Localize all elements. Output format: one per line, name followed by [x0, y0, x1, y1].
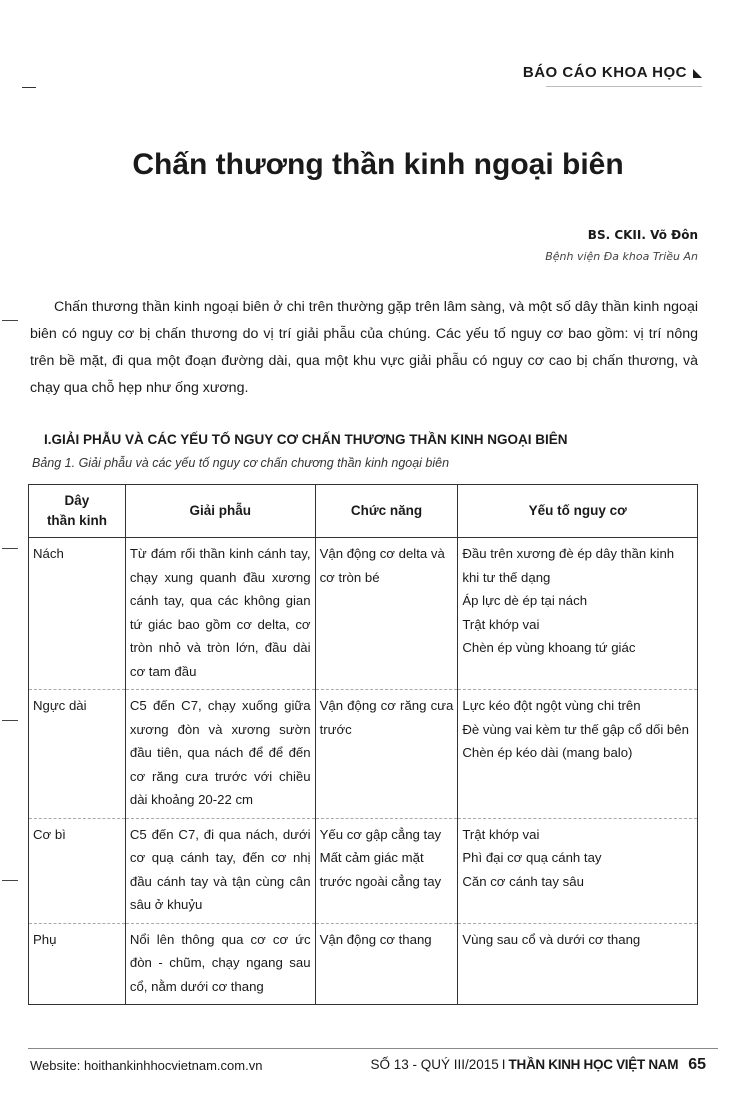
- header-anatomy: Giải phẫu: [125, 485, 315, 538]
- table-row: [29, 538, 698, 690]
- edge-mark: [2, 720, 18, 721]
- risk-item: Chèn ép vùng khoang tứ giác: [462, 640, 636, 655]
- table-caption: Bảng 1. Giải phẫu và các yếu tố nguy cơ chấn chương thần kinh ngoại biên: [32, 456, 450, 470]
- header-nerve: [29, 485, 126, 538]
- header-function: Chức năng: [315, 485, 458, 538]
- edge-mark: [2, 880, 18, 881]
- edge-mark: [2, 320, 18, 321]
- table-row: [29, 818, 698, 923]
- cell-nerve: Ngực dài: [29, 690, 126, 819]
- risk-item: Vùng sau cổ và dưới cơ thang: [462, 931, 641, 947]
- edge-mark: [2, 548, 18, 549]
- section-header-label: BÁO CÁO KHOA HỌC: [522, 64, 687, 81]
- intro-paragraph: Chấn thương thần kinh ngoại biên ở chi trên thường gặp trên lâm sàng, và một số dây thần kinh ngoại biên có nguy cơ bị chấn thương do vị trí giải phẫu của chúng. Các yếu tố nguy cơ bao gồm: vị trí nông trên bề mặt, đi qua một đoạn đường dài, qua một khu vực giải phẫu có nguy cơ cao bị chấn thương, và chạy qua chỗ hẹp như ống xương.: [30, 299, 698, 396]
- cell-anatomy: Nổi lên thông qua cơ cơ ức đòn - chũm, chạy ngang sau cổ, nằm dưới cơ thang: [125, 923, 315, 1005]
- cell-anatomy: C5 đến C7, đi qua nách, dưới cơ quạ cánh tay, đến cơ nhị đầu cánh tay và tận cùng cân sâu ở khuỷu: [125, 818, 315, 923]
- author-name: BS. CKII. Võ Đôn: [587, 228, 698, 242]
- risk-item: Căn cơ cánh tay sâu: [462, 873, 584, 889]
- risk-item: Áp lực dè ép tại nách: [462, 593, 588, 608]
- anatomy-risk-table: [28, 484, 698, 1005]
- cell-risk: [458, 923, 698, 1005]
- risk-item: Đè vùng vai kèm tư thế gập cổ dối bên: [462, 721, 689, 737]
- cell-risk: [458, 690, 698, 819]
- header-nerve-line1: Dây: [64, 493, 90, 508]
- risk-item: Phì đại cơ quạ cánh tay: [462, 850, 602, 865]
- risk-item: Trật khớp vai: [462, 826, 540, 842]
- header-nerve-line2: thần kinh: [46, 513, 107, 528]
- footer-separator: I: [501, 1057, 506, 1072]
- margin-tick: [22, 87, 36, 88]
- cell-nerve: Cơ bì: [29, 818, 126, 923]
- footer-issue-number: SỐ 13 - QUÝ III/2015: [370, 1057, 499, 1072]
- section-heading: I.GIẢI PHẪU VÀ CÁC YẾU TỐ NGUY CƠ CHẤN THƯƠNG THẦN KINH NGOẠI BIÊN: [44, 432, 568, 447]
- footer-divider: [28, 1048, 718, 1049]
- table-row: [29, 923, 698, 1005]
- cell-function: Vận động cơ thang: [315, 923, 458, 1005]
- cell-nerve: Phụ: [29, 923, 126, 1005]
- footer-journal: THẦN KINH HỌC VIỆT NAM: [508, 1057, 679, 1072]
- cell-function: Yếu cơ gập cẳng tay Mất cảm giác mặt trước ngoài cẳng tay: [315, 818, 458, 923]
- page-number: 65: [688, 1056, 706, 1073]
- cell-nerve: Nách: [29, 538, 126, 690]
- cell-risk: [458, 538, 698, 690]
- risk-item: Chèn ép kéo dài (mang balo): [462, 745, 633, 760]
- header-divider: [546, 86, 702, 87]
- risk-item: Lực kéo đột ngột vùng chi trên: [462, 698, 641, 713]
- cell-function: Vận động cơ răng cưa trước: [315, 690, 458, 819]
- article-title: Chấn thương thần kinh ngoại biên: [132, 148, 624, 181]
- table-row: [29, 690, 698, 819]
- risk-item: Đầu trên xương đè ép dây thần kinh khi tư thế dạng: [462, 546, 675, 585]
- header-risk: Yếu tố nguy cơ: [458, 485, 698, 538]
- cell-function: Vận động cơ delta và cơ tròn bé: [315, 538, 458, 690]
- cell-anatomy: C5 đến C7, chạy xuống giữa xương đòn và xương sườn đầu tiên, qua nách để để đến cơ răng cưa trước với chiều dài khoảng 20-22 cm: [125, 690, 315, 819]
- cell-anatomy: Từ đám rối thần kinh cánh tay, chạy xung quanh đầu xương cánh tay, qua các không gian tứ giác bao gồm cơ delta, cơ tròn nhỏ và tròn lớn, đầu dài cơ tam đầu: [125, 538, 315, 690]
- section-header: [523, 64, 702, 81]
- footer-issue: [370, 1056, 706, 1074]
- risk-item: Trật khớp vai: [462, 616, 540, 632]
- table-header-row: [29, 485, 698, 538]
- footer-website: Website: hoithankinhhocvietnam.com.vn: [30, 1058, 263, 1073]
- triangle-icon: [693, 69, 702, 78]
- cell-risk: [458, 818, 698, 923]
- author-affiliation: Bệnh viện Đa khoa Triều An: [545, 250, 698, 263]
